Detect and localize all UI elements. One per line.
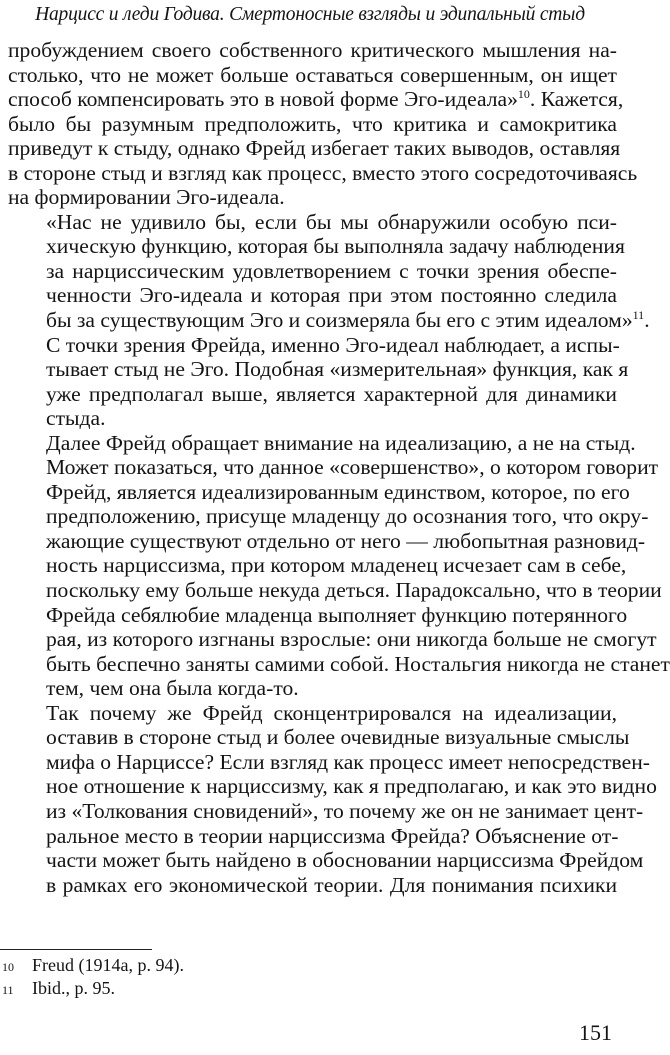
text-line: части может быть найдено в обосновании нарциссизма Фрейдом [46,848,644,873]
text-line [8,86,624,112]
footnote-separator [0,949,152,950]
text-segment: . [644,308,650,333]
text-line: «Нас не удивило бы, если бы мы обнаружили особую пси- [46,209,617,234]
text-line: поскольку ему больше некуда деться. Парадоксально, что в теории [46,578,662,603]
text-line: тем, чем она была когда-то. [46,676,299,701]
running-head: Нарцисс и леди Годива. Смертоносные взгляды и эдипальный стыд [35,4,585,25]
paragraph-2 [8,209,650,431]
text-line: на формировании Эго-идеала. [8,185,285,210]
text-line: в рамках его экономической теории. Для понимания психики [46,872,617,897]
text-line: из «Толкования сновидений», то почему же он не занимает цент- [46,798,644,823]
text-line: мифа о Нарциссе? Если взгляд как процесс имеет непосредствен- [46,749,650,774]
text-line: приведут к стыду, однако Фрейд избегает таких выводов, оставляя [8,136,621,161]
text-line: ность нарциссизма, при котором младенец исчезает сам в себе, [46,553,627,578]
text-line: ченности Эго-идеала и которая при этом постоянно следила [46,283,617,308]
text-line: тывает стыд не Эго. Подобная «измерительная» функция, как я [46,357,629,382]
footnote-11 [0,978,184,1001]
text-line: С точки зрения Фрейда, именно Эго-идеал наблюдает, а испы- [46,332,620,357]
footnote-ref-11[interactable]: 11 [632,307,645,322]
text-segment: способ компенсировать это в новой форме Эго-идеала» [8,87,518,112]
text-line: столько, что не может больше оставаться совершенным, он ищет [8,62,617,87]
text-line: Может показаться, что данное «совершенство», о котором говорит [46,455,659,480]
footnote-number: 11 [2,983,14,997]
text-line [8,307,650,333]
text-line: хическую функцию, которая бы выполняла задачу наблюдения [46,234,625,259]
text-line: Так почему же Фрейд сконцентрировался на идеализации, [46,700,617,725]
text-line: было бы разумным предположить, что критика и самокритика [8,111,617,136]
text-line: в стороне стыд и взгляд как процесс, вместо этого сосредоточиваясь [8,160,638,185]
footnotes [0,955,184,1001]
paragraph-1 [8,38,638,210]
paragraph-3 [8,430,670,701]
text-line: жающие существуют отдельно от него — любопытная разновид- [46,528,646,553]
text-line: ральное место в теории нарциссизма Фрейда? Объяснение от- [46,823,619,848]
text-line: рая, из которого изгнаны взрослые: они никогда больше не смогут [46,627,657,652]
text-line: Фрейда себялюбие младенца выполняет функцию потерянного [46,602,628,627]
text-line: предположению, присуще младенцу до осознания того, что окру- [46,504,649,529]
footnote-number: 10 [2,960,14,974]
text-line: ное отношение к нарциссизму, как я предполагаю, и как это видно [46,774,657,799]
text-line: пробуждением своего собственного критического мышления на- [8,38,617,62]
text-line: за нарциссическим удовлетворением с точки зрения обеспе- [46,258,617,283]
page-number: 151 [579,1020,612,1045]
text-line: быть беспечно заняты самими собой. Ностальгия никогда не станет [46,651,670,676]
text-line: стыда. [46,406,106,431]
footnote-text: Freud (1914a, p. 94). [32,955,184,975]
text-line: Далее Фрейд обращает внимание на идеализацию, а не на стыд. [46,430,636,455]
text-line: Фрейд, является идеализированным единством, которое, по его [46,479,630,504]
text-line: уже предполагал выше, является характерной для динамики [46,381,617,406]
footnote-ref-10[interactable]: 10 [517,86,530,101]
footnote-10 [0,955,184,978]
body-text [8,38,670,897]
text-line: оставив в стороне стыд и более очевидные визуальные смыслы [46,725,630,750]
text-segment: . Кажется, [529,87,624,112]
paragraph-4 [8,700,657,897]
text-segment: бы за существующим Эго и соизмеряла бы его с этим идеалом» [46,308,633,333]
footnote-text: Ibid., p. 95. [32,978,115,998]
